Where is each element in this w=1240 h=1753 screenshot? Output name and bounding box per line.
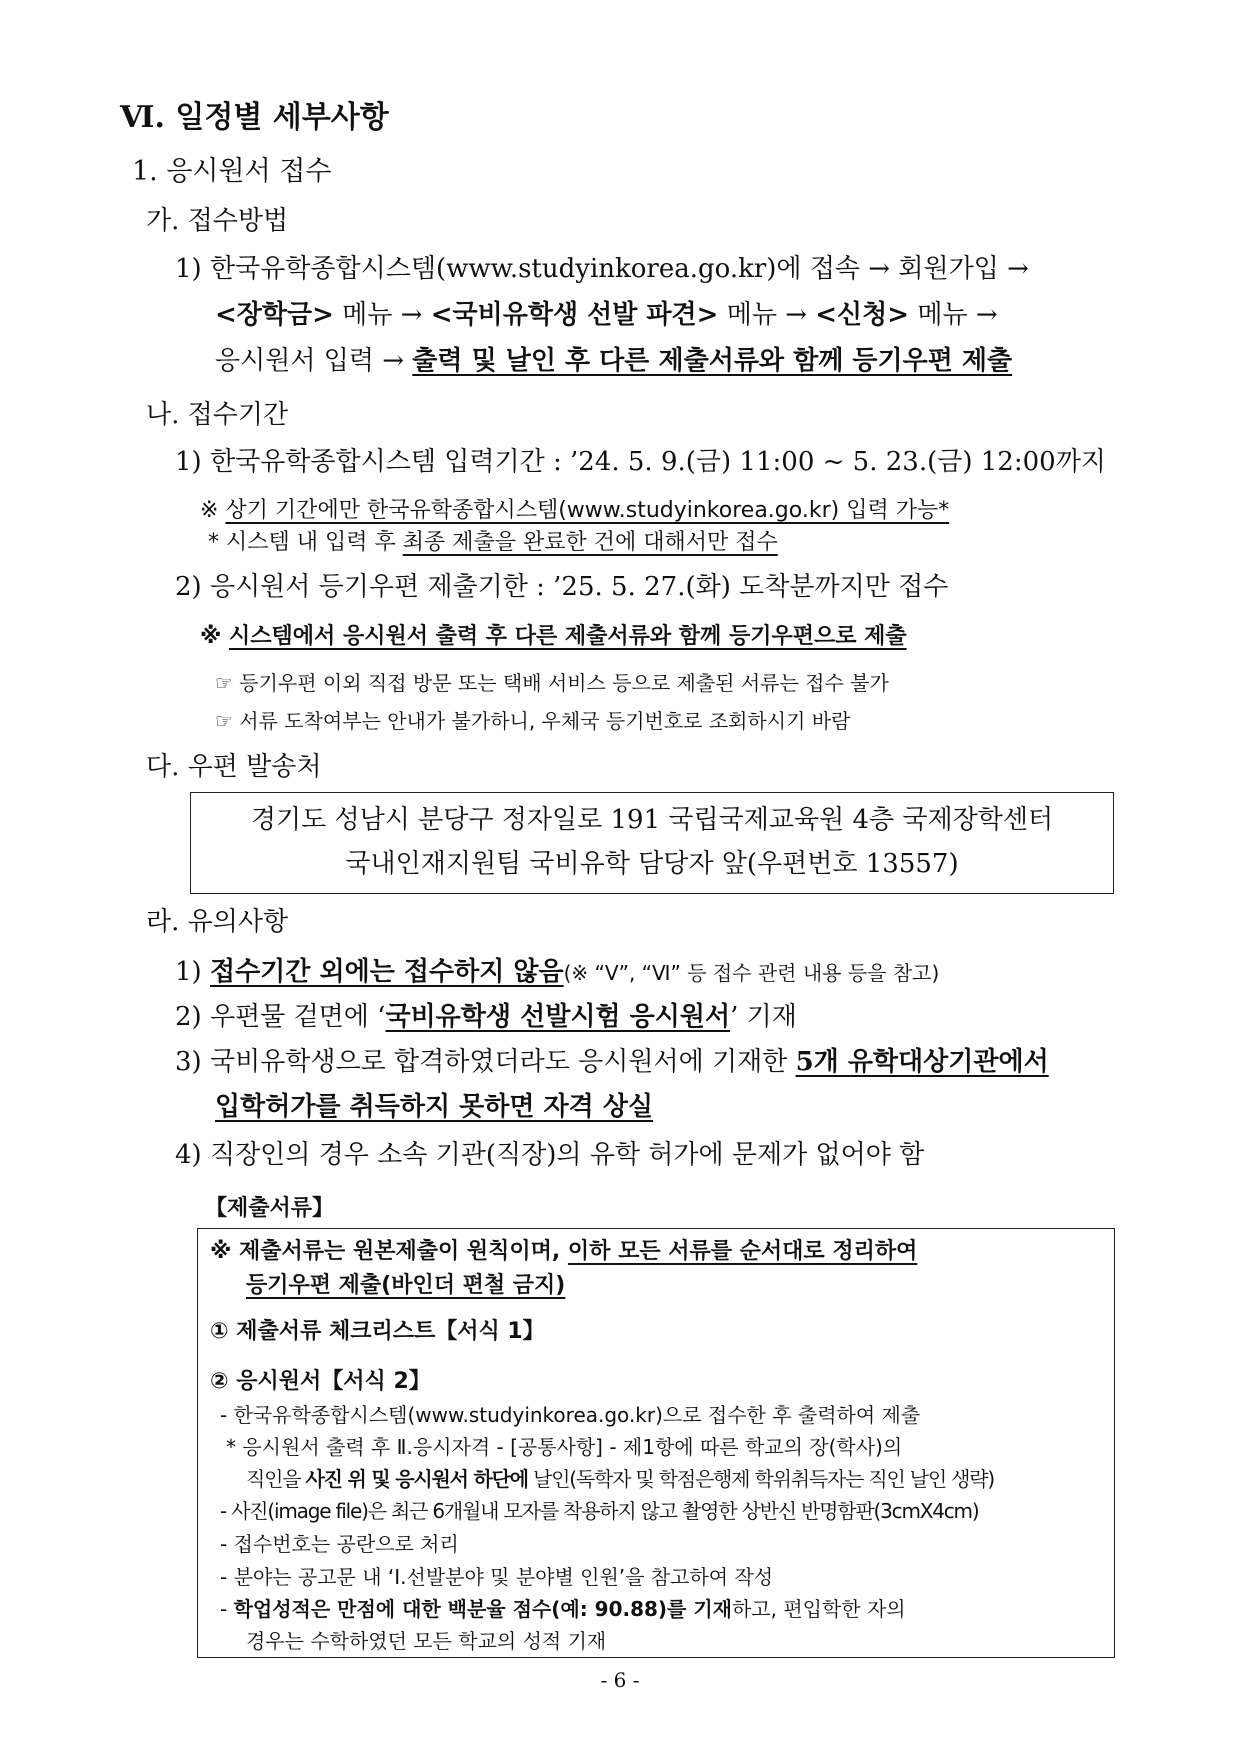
text: 메뉴 → <box>909 300 998 330</box>
documents-box <box>197 1228 1115 1658</box>
pointer-note: ☞ 서류 도착여부는 안내가 불가하니, 우체국 등기번호로 조회하시기 바람 <box>215 709 851 733</box>
documents-note-cont <box>246 1273 565 1299</box>
text: 상기 기간에만 한국유학종합시스템(www.studyinkorea.go.kr) 입력 가능* <box>225 498 950 523</box>
pointer-note: ☞ 등기우편 이외 직접 방문 또는 택배 서비스 등으로 제출된 서류는 접수 불가 <box>215 671 889 695</box>
text: ※ 제출서류는 원본제출이 원칙이며, <box>210 1239 568 1264</box>
detail-line: - 분야는 공고문 내 ‘Ⅰ.선발분야 및 분야별 인원’을 참고하여 작성 <box>220 1565 774 1589</box>
emphasis: 접수기간 외에는 접수하지 않음 <box>209 957 564 987</box>
documents-note <box>210 1239 917 1265</box>
subsection-heading: 가. 접수방법 <box>146 206 289 236</box>
item-number: 1) <box>175 254 202 284</box>
document-item-2: ② 응시원서【서식 2】 <box>210 1369 431 1394</box>
section-heading: 1. 응시원서 접수 <box>132 156 332 187</box>
emphasis: 입학허가를 취득하지 못하면 자격 상실 <box>215 1092 654 1122</box>
caution-item-1 <box>175 957 939 988</box>
detail-line <box>220 1597 906 1621</box>
detail-line: - 접수번호는 공란으로 처리 <box>220 1532 459 1556</box>
address-line-2: 국내인재지원팀 국비유학 담당자 앞(우편번호 13557) <box>345 849 959 879</box>
note-mark: ※ <box>200 624 230 649</box>
text: 직인을 <box>246 1467 306 1491</box>
text: 날인(독학자 및 학점은행제 학위취득자는 직인 날인 생략) <box>527 1467 994 1491</box>
emphasis: 국비유학생 선발시험 응시원서 <box>385 1002 731 1032</box>
text: 이하 모든 서류를 순서대로 정리하여 <box>567 1239 918 1264</box>
text: 하고, 편입학한 자의 <box>731 1597 906 1621</box>
menu-name: <신청> <box>815 300 910 330</box>
emphasis: 출력 및 날인 후 다른 제출서류와 함께 등기우편 제출 <box>412 346 1013 376</box>
text: - <box>220 1597 234 1621</box>
note-mark: ※ <box>200 498 226 523</box>
text: 응시원서 입력 → <box>215 346 413 376</box>
note <box>200 624 907 650</box>
page-title: Ⅵ. 일정별 세부사항 <box>120 100 389 135</box>
text: 최종 제출을 완료한 건에 대해서만 접수 <box>402 530 778 555</box>
page-number: - 6 - <box>600 1668 640 1692</box>
menu-name: <국비유학생 선발 파견> <box>430 300 719 330</box>
emphasis: 5개 유학대상기관에서 <box>795 1047 1049 1077</box>
text: 3) 국비유학생으로 합격하였더라도 응시원서에 기재한 <box>175 1047 796 1077</box>
caution-item-2 <box>175 1002 797 1033</box>
emphasis: 사진 위 및 응시원서 하단에 <box>305 1467 528 1491</box>
subsection-heading: 나. 접수기간 <box>146 400 289 430</box>
text: (※ “Ⅴ”, “Ⅵ” 등 접수 관련 내용 등을 참고) <box>563 961 940 985</box>
text: 메뉴 → <box>333 300 431 330</box>
detail-line: 경우는 수학하였던 모든 학교의 성적 기재 <box>246 1629 607 1653</box>
text: 메뉴 → <box>718 300 816 330</box>
address-box <box>190 792 1114 894</box>
detail-line: - 사진(image file)은 최근 6개월내 모자를 착용하지 않고 촬영한 상반신 반명함판(3cmX4cm) <box>220 1499 979 1523</box>
method-step-line3 <box>215 346 1012 377</box>
text: 한국유학종합시스템(www.studyinkorea.go.kr)에 접속 → 회원가입 → <box>209 254 1029 284</box>
text: 2) 우편물 겉면에 ‘ <box>175 1002 386 1032</box>
note <box>200 498 949 524</box>
caution-item-3 <box>175 1047 1049 1078</box>
address-line-1: 경기도 성남시 분당구 정자일로 191 국립국제교육원 4층 국제장학센터 <box>250 805 1054 835</box>
emphasis: 학업성적은 만점에 대한 백분율 점수(예: 90.88)를 기재 <box>233 1597 732 1621</box>
period-item-2: 2) 응시원서 등기우편 제출기한 : ’25. 5. 27.(화) 도착분까지만 접수 <box>175 572 949 602</box>
method-step-line2 <box>215 300 998 331</box>
caution-item-3-cont <box>215 1092 653 1123</box>
period-item-1: 1) 한국유학종합시스템 입력기간 : ’24. 5. 9.(금) 11:00 ~ 5. 23.(금) 12:00까지 <box>175 447 1106 477</box>
menu-name: <장학금> <box>215 300 334 330</box>
caution-item-4: 4) 직장인의 경우 소속 기관(직장)의 유학 허가에 문제가 없어야 함 <box>175 1140 925 1170</box>
note <box>208 530 778 556</box>
document-item-1: ① 제출서류 체크리스트【서식 1】 <box>210 1319 545 1344</box>
text: * 시스템 내 입력 후 <box>208 530 403 555</box>
documents-heading: 【제출서류】 <box>205 1196 335 1221</box>
item-number: 1) <box>175 957 210 987</box>
detail-line: * 응시원서 출력 후 Ⅱ.응시자격 - [공통사항] - 제1항에 따른 학교의 장(학사)의 <box>226 1435 903 1459</box>
method-step-line1 <box>175 254 1029 285</box>
detail-line: - 한국유학종합시스템(www.studyinkorea.go.kr)으로 접수한 후 출력하여 제출 <box>220 1403 921 1427</box>
subsection-heading: 다. 우편 발송처 <box>146 752 322 782</box>
text: 시스템에서 응시원서 출력 후 다른 제출서류와 함께 등기우편으로 제출 <box>229 624 907 649</box>
text: 등기우편 제출(바인더 편철 금지) <box>246 1273 566 1298</box>
detail-line <box>246 1467 994 1491</box>
text: ’ 기재 <box>730 1002 797 1032</box>
subsection-heading: 라. 유의사항 <box>146 907 289 937</box>
